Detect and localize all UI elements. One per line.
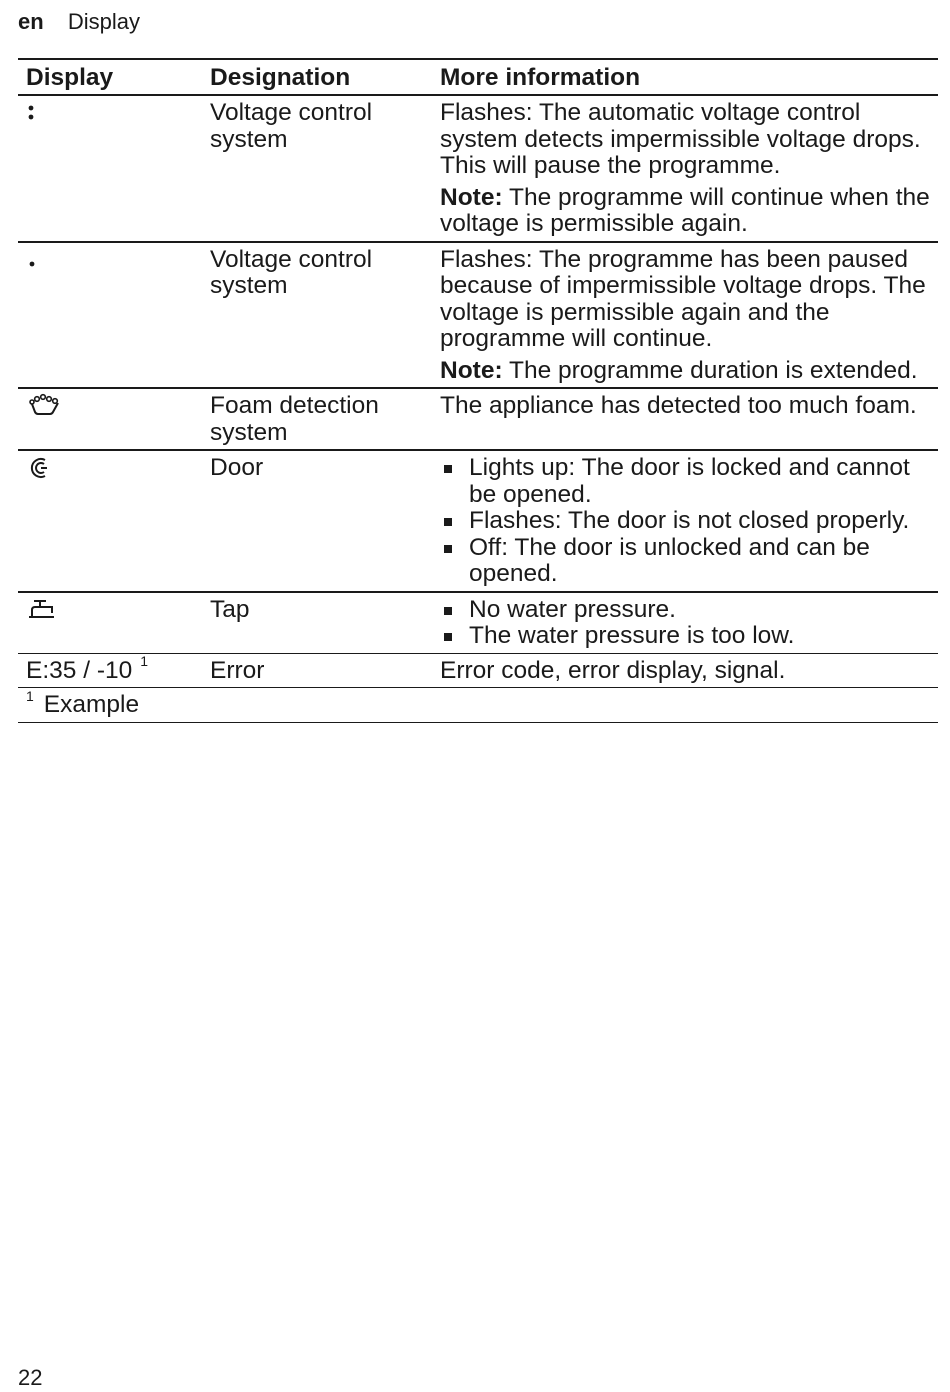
note-label: Note: [440,356,503,384]
door-lock-icon [26,455,56,481]
designation-cell: Error [210,656,265,684]
page-header [18,9,140,35]
error-code-text: E:35 / -10 [26,656,133,684]
designation-cell: Door [210,454,264,481]
bullet-list [440,455,930,588]
table-header-row [18,59,938,95]
display-cell [18,653,202,688]
information-cell [432,95,938,242]
footnote-row [18,688,938,723]
note [440,358,930,385]
table-row [18,653,938,688]
information-cell [432,242,938,389]
display-cell [18,95,202,242]
table-row [18,450,938,592]
bullet-list [440,597,930,650]
footnote-mark: 1 [26,687,34,704]
designation-cell: Tap [210,595,250,623]
note [440,185,930,238]
note-text: The programme duration is extended. [502,356,918,384]
designation-cell: Foam detection system [210,392,379,446]
list-item: The water pressure is too low. [440,623,930,650]
note-text: The programme will continue when the voltage is permissible again. [440,183,930,237]
list-item: Lights up: The door is locked and cannot be opened. [440,455,930,508]
table-row [18,592,938,654]
foam-icon [26,393,66,419]
display-cell [18,592,202,654]
column-header-more-information: More information [440,63,641,91]
two-dots-icon [26,100,56,126]
list-item: Flashes: The door is not closed properly. [440,508,930,535]
information-cell [432,592,938,654]
column-header-display: Display [26,63,114,91]
information-text: Flashes: The programme has been paused because of impermissible voltage drops. The voltage is permissible again and the programme will continue. [440,245,926,352]
table-row [18,388,938,450]
language-label: en [18,9,44,34]
designation-cell: Voltage control system [210,99,373,153]
single-dot-icon [26,247,56,273]
display-table [18,58,938,723]
column-header-designation: Designation [210,63,351,91]
display-cell [18,450,202,592]
information-cell: The appliance has detected too much foam. [440,392,917,419]
information-cell [432,450,938,592]
display-cell [18,388,202,450]
table-row [18,95,938,242]
information-cell: Error code, error display, signal. [440,656,786,684]
list-item: No water pressure. [440,597,930,624]
page-number: 22 [18,1365,43,1390]
tap-icon [26,597,60,623]
footnote-reference: 1 [140,653,149,670]
information-text: Flashes: The automatic voltage control system detects impermissible voltage drops. This will pause the programme. [440,99,921,179]
table-row [18,242,938,389]
designation-cell: Voltage control system [210,245,373,299]
list-item: Off: The door is unlocked and can be opened. [440,535,930,588]
display-cell [18,242,202,389]
section-title: Display [67,9,140,34]
footnote [18,688,938,723]
footnote-text: Example [43,691,140,718]
note-label: Note: [440,183,503,211]
